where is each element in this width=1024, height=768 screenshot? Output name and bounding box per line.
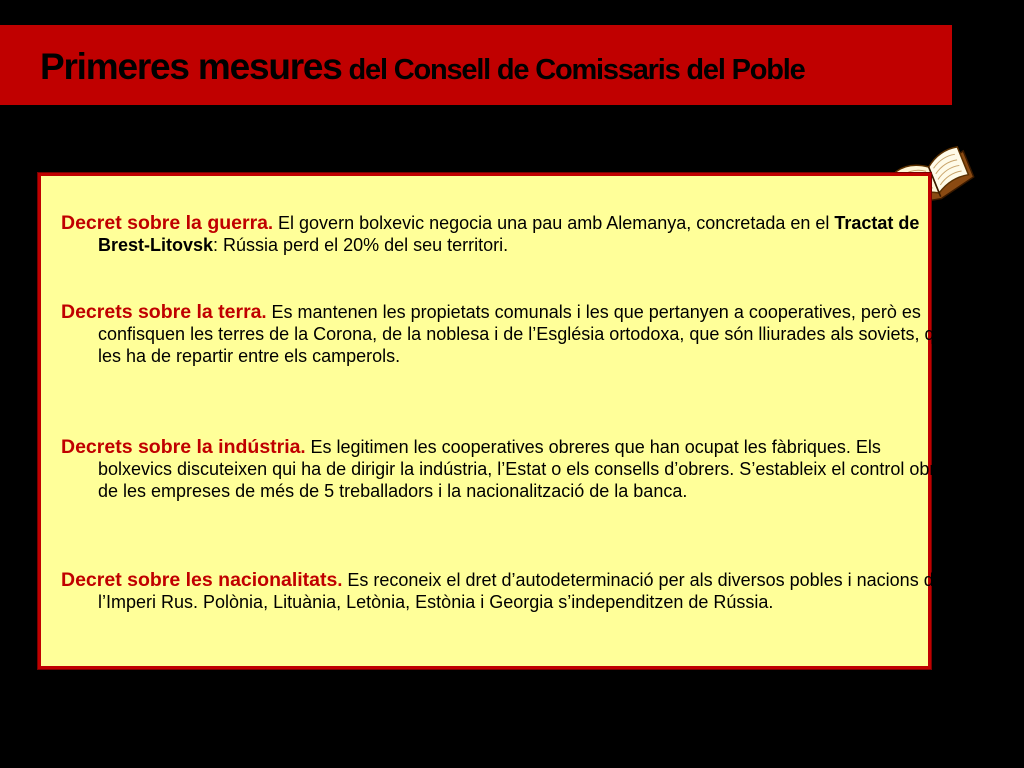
decree-separator: . <box>268 213 279 233</box>
decree-text: Es reconeix el dret d’autodeterminació per als diversos pobles i nacions de l’Imperi Rus. Polònia, Lituània, Letònia, Estònia i Georgia s’independitzen de Rússia. <box>98 570 944 612</box>
title-rest: del Consell de Comissaris del Poble <box>341 54 805 86</box>
decree-industry <box>61 436 958 502</box>
slide-title <box>40 48 805 85</box>
decree-separator: . <box>337 570 348 590</box>
decree-nationalities <box>61 569 958 613</box>
decree-heading: Decret sobre la guerra <box>61 212 269 234</box>
decree-war <box>61 212 958 256</box>
title-main: Primeres mesures <box>40 46 342 87</box>
decrees-box <box>38 173 955 669</box>
decree-text: El govern bolxevic negocia una pau amb Alemanya, concretada en el <box>278 213 835 233</box>
decree-separator: . <box>261 302 272 322</box>
decree-heading: Decret sobre les nacionalitats <box>61 569 338 591</box>
decree-text: Es mantenen les propietats comunals i les que pertanyen a cooperatives, però es confisquen les terres de la Corona, de la noblesa i de l’Església ortodoxa, que són lliurades als soviets, que les ha de repartir entre els camperols. <box>98 302 955 366</box>
decree-heading: Decrets sobre la indústria <box>61 436 301 458</box>
treaty-name: Tractat de Brest-Litovsk <box>98 213 920 255</box>
decree-land <box>61 301 958 367</box>
decree-heading: Decrets sobre la terra <box>61 301 262 323</box>
decree-text-end: : Rússia perd el 20% del seu territori. <box>213 235 509 255</box>
decree-separator: . <box>300 437 311 457</box>
decree-text: Es legitimen les cooperatives obreres que han ocupat les fàbriques. Els bolxevics discuteixen qui ha de dirigir la indústria, l’Estat o els consells d’obrers. S’estableix el control obrer de les empreses de més de 5 treballadors i la nacionalització de la banca. <box>98 437 952 501</box>
